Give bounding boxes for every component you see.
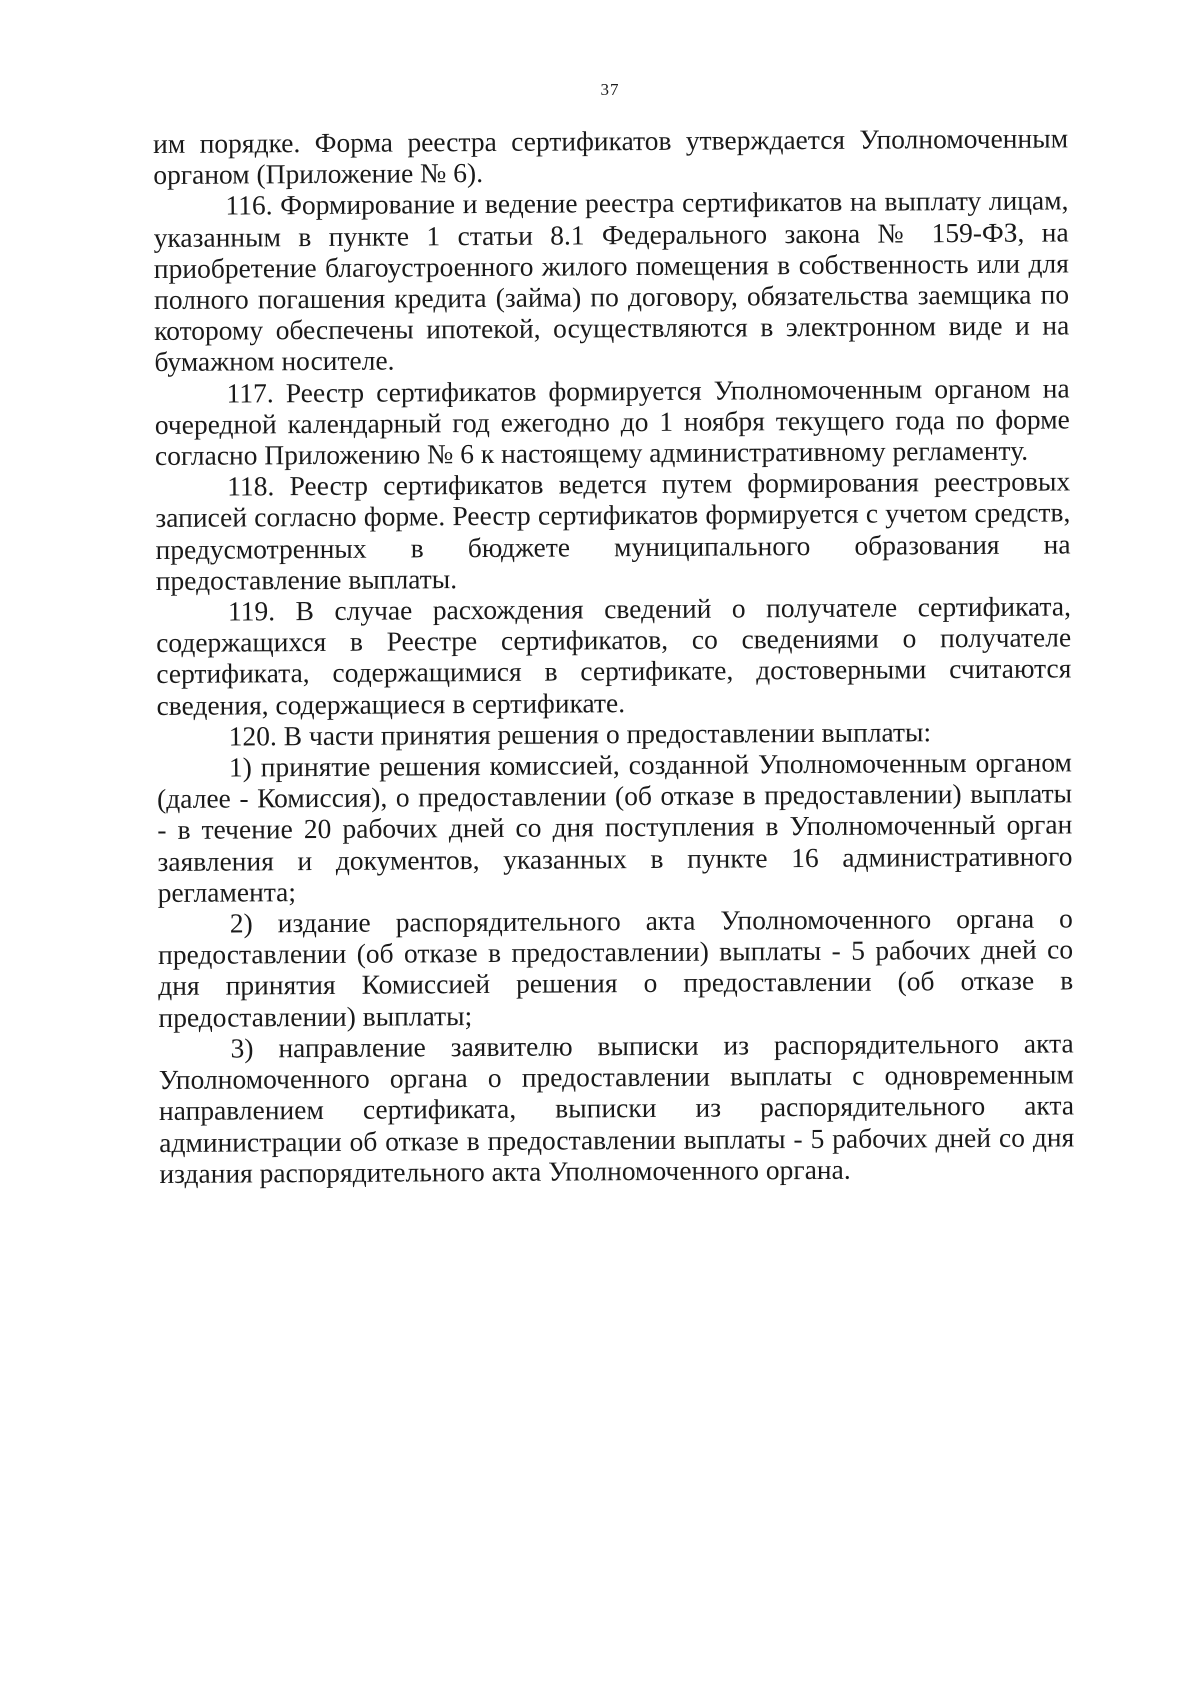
page-number: 37 <box>600 80 620 99</box>
paragraph-120-item-3: 3) направление заявителю выписки из распорядительного акта Уполномоченного органа о предоставлении выплаты с одновременным направлением сертификата, выписки из распорядительного акта администрации об отказе в предоставлении выплаты - 5 рабочих дней со дня издания распорядительного акта Уполномоченного органа. <box>158 1027 1075 1189</box>
paragraph-120: 120. В части принятия решения о предоставлении выплаты: <box>228 716 932 752</box>
paragraph-120-item-2: 2) издание распорядительного акта Уполномоченного органа о предоставлении (об отказе в предоставлении) выплаты - 5 рабочих дней со дня принятия Комиссией решения о предоставлении (об отказе в предоставлении) выплаты; <box>157 902 1074 1033</box>
paragraph-117: 117. Реестр сертификатов формируется Уполномоченным органом на очередной календарный год ежегодно до 1 ноября текущего года по форме согласно Приложению № 6 к настоящему административному регламенту. <box>154 372 1070 472</box>
paragraph-continuation: им порядке. Форма реестра сертификатов утверждается Уполномоченным органом (Приложение № 6). <box>153 122 1069 191</box>
paragraph-118: 118. Реестр сертификатов ведется путем формирования реестровых записей согласно форме. Реестр сертификатов формируется с учетом средств, предусмотренных в бюджете муниципального образования на предоставление выплаты. <box>155 465 1071 596</box>
paragraph-119: 119. В случае расхождения сведений о получателе сертификата, содержащихся в Реестре сертификатов, со сведениями о получателе сертификата, содержащимися в сертификате, достоверными считаются сведения, содержащиеся в сертификате. <box>156 590 1072 721</box>
paragraph-120-item-1: 1) принятие решения комиссией, созданной Уполномоченным органом (далее - Комиссия), о предоставлении (об отказе в предоставлении) выплаты - в течение 20 рабочих дней со дня поступления в Уполномоченный орган заявления и документов, указанных в пункте 16 административного регламента; <box>157 746 1073 908</box>
paragraph-116: 116. Формирование и ведение реестра сертификатов на выплату лицам, указанным в пункте 1 статьи 8.1 Федерального закона № 159-ФЗ, на приобретение благоустроенного жилого помещения в собственность или для полного погашения кредита (займа) по договору, обязательства заемщика по которому обеспечены ипотекой, осуществляются в электронном виде и на бумажном носителе. <box>153 184 1070 378</box>
document-body <box>153 122 1074 1188</box>
